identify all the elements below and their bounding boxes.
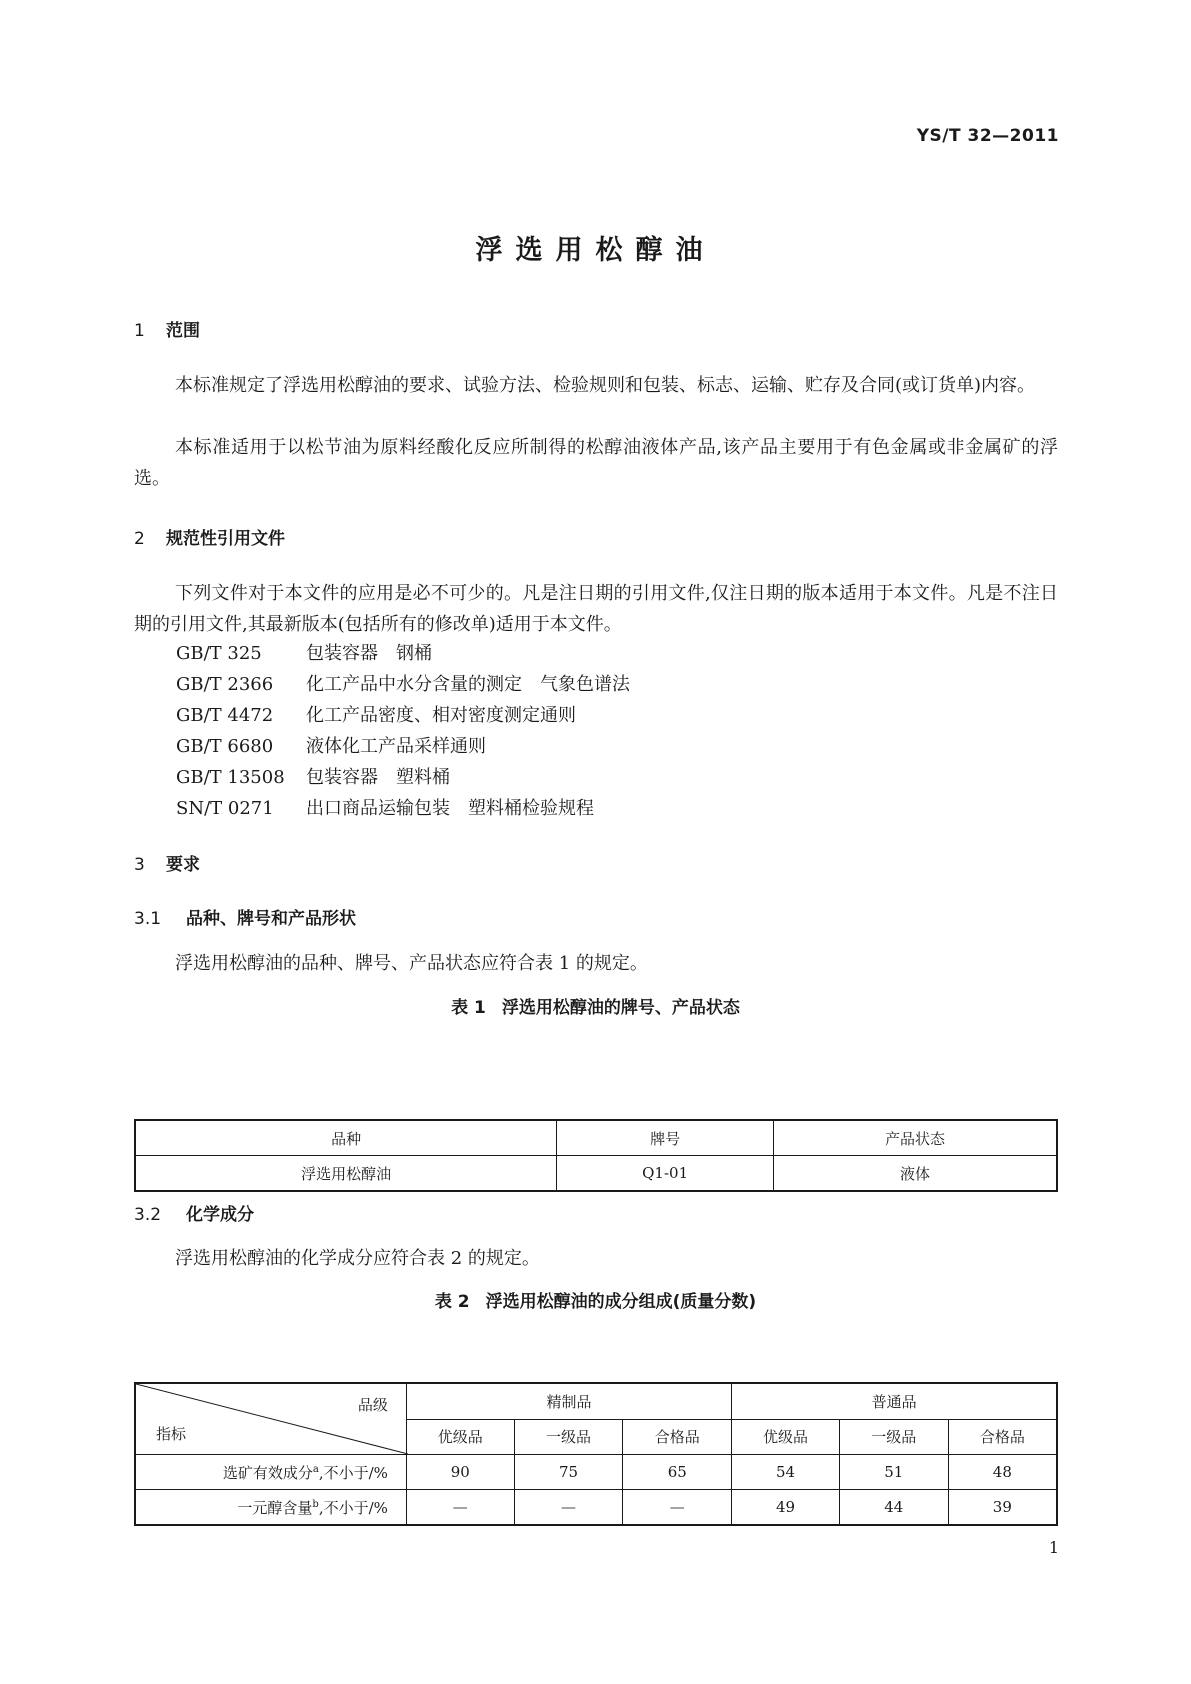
table-cell: —: [514, 1490, 623, 1526]
table-header-cell: 优级品: [732, 1419, 840, 1455]
table-header-cell: 一级品: [514, 1419, 623, 1455]
table-row: [135, 1156, 1057, 1192]
corner-label-indicator: 指标: [156, 1425, 187, 1443]
section-2-heading: [134, 524, 285, 549]
reference-code: SN/T 0271: [176, 798, 274, 819]
table-group-header: 普通品: [732, 1383, 1057, 1419]
section-3-heading: [134, 850, 200, 875]
page-number: 1: [1048, 1538, 1059, 1557]
reference-item: [176, 638, 630, 669]
table-cell: 液体: [773, 1156, 1057, 1192]
caption-text: 浮选用松醇油的成分组成(质量分数): [485, 1292, 757, 1312]
reference-item: [176, 700, 630, 731]
table-2: [134, 1382, 1058, 1526]
reference-name: 化工产品中水分含量的测定 气象色谱法: [306, 674, 630, 695]
table-cell: 90: [406, 1455, 514, 1490]
table-header-cell: 优级品: [406, 1419, 514, 1455]
document-title: 浮选用松醇油: [475, 235, 716, 266]
table-cell: —: [406, 1490, 514, 1526]
corner-label-grade: 品级: [357, 1396, 388, 1414]
caption-number: 表 1: [451, 998, 486, 1018]
reference-item: [176, 731, 630, 762]
table-header-cell: 合格品: [623, 1419, 732, 1455]
section-number: 3: [134, 855, 145, 875]
table-header-cell: 牌号: [557, 1120, 774, 1156]
section-title: 化学成分: [186, 1205, 254, 1225]
reference-name: 液体化工产品采样通则: [306, 736, 486, 757]
reference-code: GB/T 6680: [176, 736, 274, 757]
table-cell: 75: [514, 1455, 623, 1490]
reference-name: 包装容器 钢桶: [306, 643, 432, 664]
section-number: 2: [134, 529, 145, 549]
reference-item: [176, 793, 630, 824]
table-header-row: [135, 1120, 1057, 1156]
caption-text: 浮选用松醇油的牌号、产品状态: [501, 998, 740, 1018]
table-2-caption: [0, 1287, 1191, 1312]
paragraph: 本标准适用于以松节油为原料经酸化反应所制得的松醇油液体产品,该产品主要用于有色金属或非金属矿的浮选。: [134, 437, 1058, 489]
reference-code: GB/T 4472: [176, 705, 274, 726]
section-title: 品种、牌号和产品形状: [186, 909, 356, 929]
table-row: [135, 1455, 1057, 1490]
table-header-cell: 品种: [135, 1120, 557, 1156]
table-cell: —: [623, 1490, 732, 1526]
paragraph: 浮选用松醇油的化学成分应符合表 2 的规定。: [175, 1248, 540, 1269]
table-group-header: 精制品: [406, 1383, 731, 1419]
table-cell: 39: [948, 1490, 1057, 1526]
paragraph: 下列文件对于本文件的应用是必不可少的。凡是注日期的引用文件,仅注日期的版本适用于本文件。凡是不注日期的引用文件,其最新版本(包括所有的修改单)适用于本文件。: [134, 583, 1058, 635]
section-3-2-heading: [134, 1200, 254, 1225]
table-corner-cell: [135, 1383, 406, 1455]
section-title: 范围: [166, 321, 200, 341]
table-cell: 54: [732, 1455, 840, 1490]
row-label: 一元醇含量$^b$,不小于/%: [135, 1490, 406, 1526]
table-cell: Q1-01: [557, 1156, 774, 1192]
reference-code: GB/T 325: [176, 643, 262, 664]
section-3-1-heading: [134, 904, 356, 929]
table-1: [134, 1119, 1058, 1192]
reference-code: GB/T 2366: [176, 674, 274, 695]
reference-name: 出口商品运输包装 塑料桶检验规程: [306, 798, 594, 819]
table-cell: 51: [839, 1455, 948, 1490]
reference-name: 化工产品密度、相对密度测定通则: [306, 705, 576, 726]
table-header-cell: 合格品: [948, 1419, 1057, 1455]
standard-code: YS/T 32—2011: [916, 126, 1059, 146]
table-header-row: [135, 1383, 1057, 1419]
table-header-cell: 产品状态: [773, 1120, 1057, 1156]
table-cell: 浮选用松醇油: [135, 1156, 557, 1192]
table-cell: 48: [948, 1455, 1057, 1490]
reference-name: 包装容器 塑料桶: [306, 767, 450, 788]
table-1-caption: [0, 993, 1191, 1018]
table-cell: 44: [839, 1490, 948, 1526]
table-cell: 65: [623, 1455, 732, 1490]
reference-code: GB/T 13508: [176, 767, 285, 788]
section-number: 1: [134, 321, 145, 341]
section-1-heading: [134, 316, 200, 341]
normative-reference-list: [176, 638, 630, 824]
section-number: 3.1: [134, 909, 162, 929]
table-header-cell: 一级品: [839, 1419, 948, 1455]
section-number: 3.2: [134, 1205, 162, 1225]
table-cell: 49: [732, 1490, 840, 1526]
paragraph: 本标准规定了浮选用松醇油的要求、试验方法、检验规则和包装、标志、运输、贮存及合同(或订货单)内容。: [175, 375, 1036, 396]
paragraph: 浮选用松醇油的品种、牌号、产品状态应符合表 1 的规定。: [175, 953, 648, 974]
row-label: 选矿有效成分$^a$,不小于/%: [135, 1455, 406, 1490]
caption-number: 表 2: [434, 1292, 470, 1312]
section-title: 要求: [166, 855, 200, 875]
reference-item: [176, 762, 630, 793]
reference-item: [176, 669, 630, 700]
table-row: [135, 1490, 1057, 1526]
section-title: 规范性引用文件: [166, 529, 285, 549]
